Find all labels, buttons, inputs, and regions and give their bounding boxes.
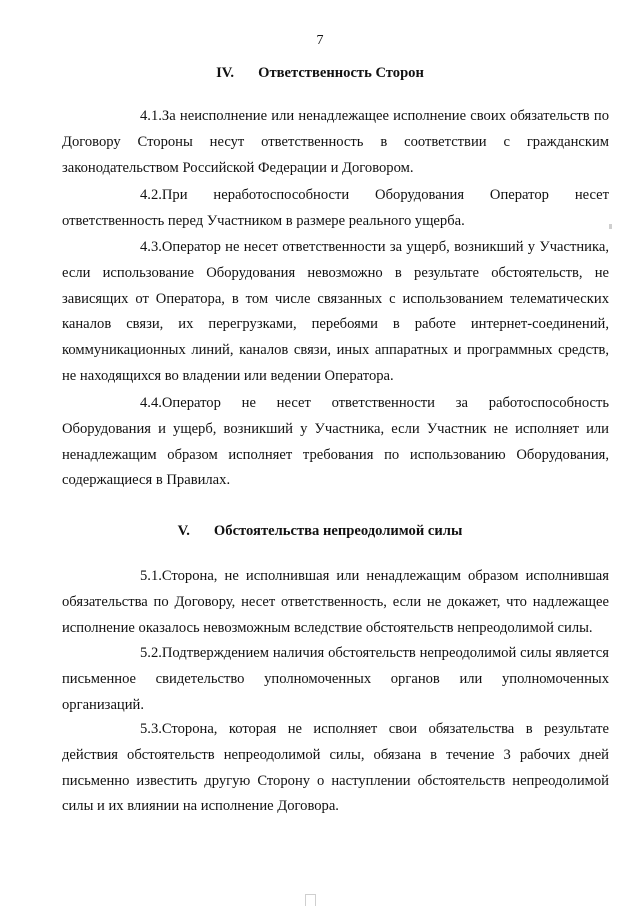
clause-5-1 [62,564,609,641]
section-title: Ответственность Сторон [258,65,424,81]
clause-text: Оператор не несет ответственности за ущерб, возникший у Участника, если использование Оборудования невозможно в результате обстоятельств, не зависящих от Оператора, в том числе связанных с использованием телематических каналов связи, их перегрузками, перебоями в работе интернет-соединений, коммуникационных линий, каналов связи, иных аппаратных и программных средств, не находящихся во владении или ведении Оператора. [62,239,609,384]
clause-number: 5.1. [140,568,162,584]
section-title: Обстоятельства непреодолимой силы [213,523,463,539]
clause-4-1 [62,104,609,181]
clause-number: 5.3. [140,721,162,737]
section-heading-iv [0,65,640,82]
clause-number: 4.4. [140,395,162,411]
clause-number: 4.1. [140,108,162,124]
clause-number: 5.2. [140,645,162,661]
clause-5-3 [62,717,609,820]
clause-text: Подтверждением наличия обстоятельств непреодолимой силы является письменное свидетельство уполномоченных органов или уполномоченных организаций. [62,645,609,713]
clause-number: 4.2. [140,187,162,203]
section-heading-v [0,523,640,540]
scan-artifact [609,224,612,229]
clause-number: 4.3. [140,239,162,255]
clause-4-3 [62,235,609,390]
scan-artifact [305,894,316,906]
clause-text: При неработоспособности Оборудования Оператор несет ответственность перед Участником в размере реального ущерба. [62,187,609,229]
clause-5-2 [62,641,609,718]
clause-text: За неисполнение или ненадлежащее исполнение своих обязательств по Договору Стороны несут ответственность в соответствии с гражданским законодательством Российской Федерации и Договором. [62,108,609,176]
clause-text: Оператор не несет ответственности за работоспособность Оборудования и ущерб, возникший у Участника, если Участник не исполняет или ненадлежащим образом исполняет требования по использованию Оборудования, содержащиеся в Правилах. [62,395,609,489]
clause-text: Сторона, не исполнившая или ненадлежащим образом исполнившая обязательства по Договору, несет ответственность, если не докажет, что надлежащее исполнение оказалось невозможным вследствие обстоятельств непреодолимой силы. [62,568,609,636]
page-number: 7 [316,33,324,48]
section-number: V. [177,523,190,539]
section-number: IV. [216,65,235,81]
clause-4-2 [62,183,609,235]
clause-text: Сторона, которая не исполняет свои обязательства в результате действия обстоятельств непреодолимой силы, обязана в течение 3 рабочих дней письменно известить другую Сторону о наступлении обстоятельств непреодолимой силы и их влиянии на исполнение Договора. [62,721,609,815]
clause-4-4 [62,391,609,494]
